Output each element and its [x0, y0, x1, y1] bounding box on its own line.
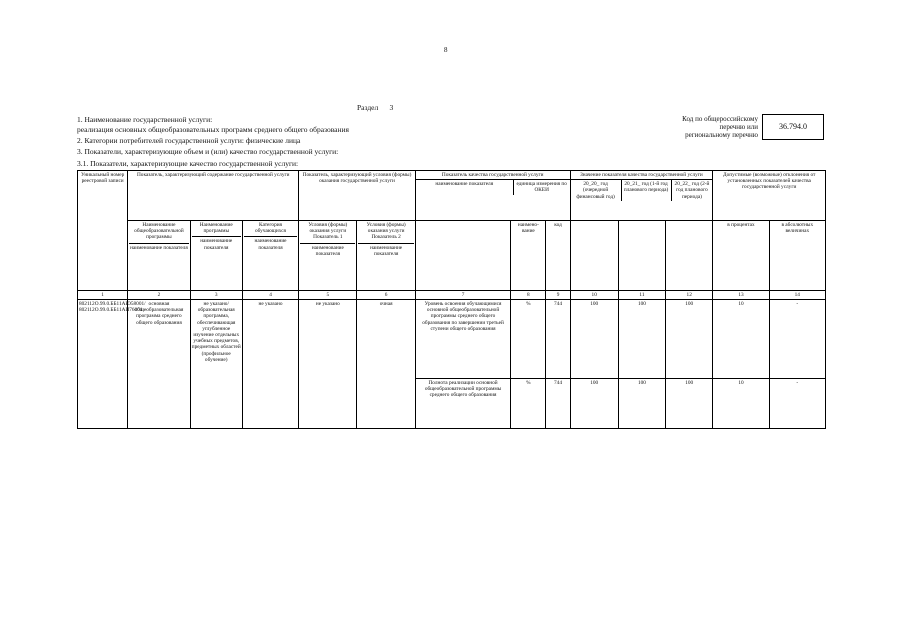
- code-label-2: перечню или: [719, 123, 758, 132]
- header-percent: в процентах: [713, 221, 769, 291]
- row-program-name: не указано/ образовательная программа, обеспечивающая углубленное изучение отдельных учебных предметов, предметных областей (профильное обучение): [190, 300, 242, 429]
- page-number: 8: [444, 46, 448, 54]
- column-number-row: 1 2 3 4 5 6 7 8 9 10 11 12 13 14: [78, 291, 826, 300]
- item-1-abs: -: [769, 300, 825, 379]
- header-year-1: 20_20_ год (очередной финансовый год): [571, 180, 622, 201]
- header-absolute: в абсолютных величинах: [769, 221, 825, 291]
- header-sub-category: Категория обучающихся наименование показателя: [242, 221, 298, 291]
- row-cond1: не указано: [299, 300, 357, 429]
- item-2-v2: 100: [618, 379, 665, 429]
- item-2-v1: 100: [570, 379, 618, 429]
- header-year-blank-2: [618, 221, 665, 291]
- quality-heading: 3.1. Показатели, характеризующие качество государственной услуги:: [77, 159, 299, 168]
- header-sub-program: Наименование общеобразовательной программы наименование показателя: [128, 221, 190, 291]
- item-2-abs: -: [769, 379, 825, 429]
- item-1-name: Уровень освоения обучающимися основной общеобразовательной программы среднего общего образования по завершении третьей ступени общего образования: [415, 300, 511, 379]
- service-name-label: 1. Наименование государственной услуги:: [77, 115, 213, 124]
- header-indicator-name: наименование показателя: [416, 180, 514, 194]
- header-sub-cond2: Условия (формы) оказания услуги Показатель 2 наименование показателя: [357, 221, 415, 291]
- item-1-code: 744: [546, 300, 570, 379]
- section-number: 3: [389, 103, 394, 112]
- row-cond2: очная: [357, 300, 415, 429]
- header-year-3: 20_22_ год (2-й год планового периода): [674, 181, 710, 200]
- section-label: Раздел: [357, 103, 379, 112]
- header-sub-program-name: Наименование программы наименование показателя: [190, 221, 242, 291]
- code-label: [622, 115, 758, 140]
- item-1-unit: %: [511, 300, 546, 379]
- item-1-v2: 100: [618, 300, 665, 379]
- item-2-pct: 10: [713, 379, 769, 429]
- item-2-v3: 100: [666, 379, 713, 429]
- header-quality-values-title: Значение показателя качества государственной услуги: [571, 171, 713, 180]
- table-row: [78, 300, 826, 379]
- item-1-v3: 100: [666, 300, 713, 379]
- row-category: не указано: [242, 300, 298, 429]
- header-sub-cond1: Условия (формы) оказания услуги Показатель 1 наименование показателя: [299, 221, 357, 291]
- header-unit: единица измерения по ОКЕИ: [516, 181, 567, 194]
- header-quality-indicator-title: Показатель качества государственной услуги: [416, 171, 570, 180]
- header-quality-indicator: [415, 171, 570, 221]
- quality-table: [77, 170, 826, 429]
- header-conditions-indicator: Показатель, характеризующий условия (формы) оказания государственной услуги: [299, 171, 416, 221]
- code-value-box: 36.794.0: [762, 114, 824, 140]
- item-2-code: 744: [546, 379, 570, 429]
- service-name-value: реализация основных общеобразовательных программ среднего общего образования: [77, 125, 349, 134]
- header-year-blank-3: [666, 221, 713, 291]
- header-year-2: 20_21_ год (1-й год планового периода): [622, 180, 672, 201]
- header-quality-values: [570, 171, 713, 221]
- item-2-unit: %: [511, 379, 546, 429]
- header-unit-code: код: [546, 221, 570, 291]
- item-1-v1: 100: [570, 300, 618, 379]
- section-title: [357, 103, 393, 112]
- consumer-category: 2. Категории потребителей государственной услуги: физические лица: [77, 136, 301, 145]
- code-label-1: Код по общероссийскому: [682, 115, 758, 123]
- header-content-indicator: Показатель, характеризующий содержание государственной услуги: [128, 171, 299, 221]
- indicators-heading: 3. Показатели, характеризующие объем и (или) качество государственной услуги:: [77, 147, 339, 156]
- row-program: основная общеобразовательная программа среднего общего образования: [128, 300, 190, 429]
- header-unit-name: наимено-вание: [511, 221, 546, 291]
- item-1-pct: 10: [713, 300, 769, 379]
- header-year-blank-1: [570, 221, 618, 291]
- header-deviations: Допустимые (возможные) отклонения от установленных показателей качества государственной услуги: [713, 171, 826, 221]
- row-unique-number: 802112О.99.0.ББ11АЮ58001/ 802112О.99.0.ББ11АП76001: [78, 300, 128, 429]
- item-2-name: Полнота реализации основной общеобразовательной программы среднего общего образования: [415, 379, 511, 429]
- code-label-3: региональному перечню: [685, 131, 758, 140]
- header-indicator-blank: [415, 221, 511, 291]
- header-unique-number: Уникальный номер реестровой записи: [78, 171, 128, 291]
